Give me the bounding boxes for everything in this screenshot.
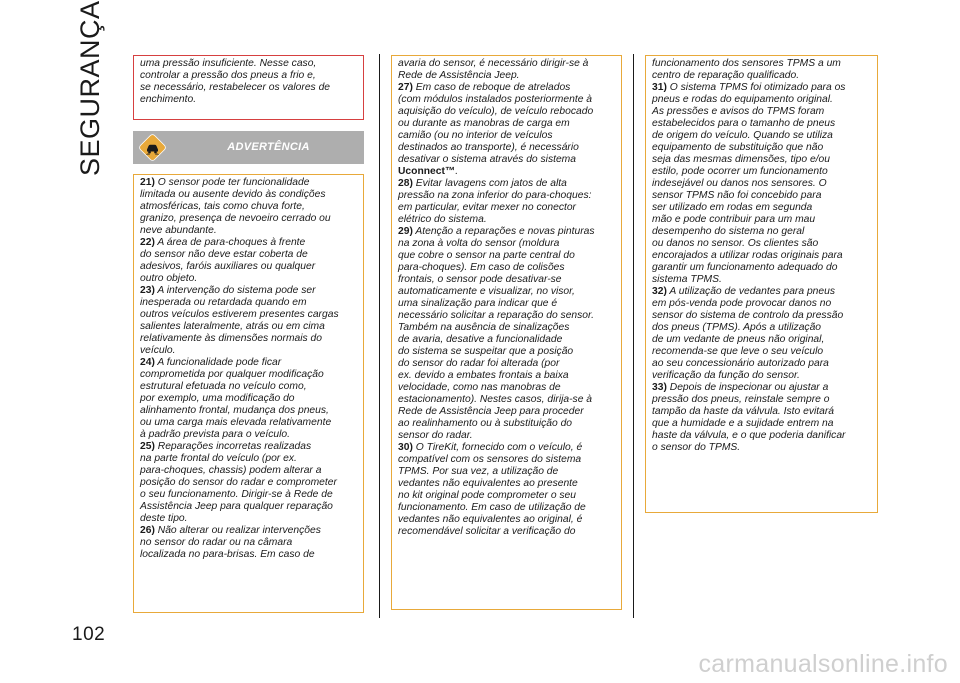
note-text: A funcionalidade pode ficar comprometida por qualquer modificação estrutural efetuada no veículo como, por exemplo, uma modificação do alinhamento frontal, mudança dos pneus, ou uma carga mais elevada relativamente à padrão prevista para o veículo.	[140, 357, 332, 440]
note-text: O sensor pode ter funcionalidade limitada ou ausente devido às condições atmosféricas, tais como chuva forte, granizo, presença de nevoeiro cerrado ou neve abundante.	[140, 177, 331, 236]
note-item	[652, 286, 875, 382]
note-number: 26)	[140, 525, 155, 536]
warning-title: ADVERTÊNCIA	[227, 141, 310, 153]
warning-box-col1	[133, 174, 364, 613]
note-text: Não alterar ou realizar intervenções no sensor do radar ou na câmara localizada no para-brisas. Em caso de	[140, 525, 321, 560]
warning-box-col3	[645, 55, 878, 513]
note-text: A área de para-choques à frente do sensor não deve estar coberta de adesivos, faróis auxiliares ou qualquer outro objeto.	[140, 237, 316, 284]
intro-text: uma pressão insuficiente. Nesse caso, controlar a pressão dos pneus a frio e, se necessário, restabelecer os valores de enchimento.	[140, 58, 331, 105]
note-number: 28)	[398, 178, 413, 189]
note-item	[398, 226, 619, 442]
note-item	[140, 357, 361, 441]
note-tail: .	[455, 166, 459, 177]
note-item	[140, 525, 361, 561]
note-number: 21)	[140, 177, 155, 188]
col3-lead: funcionamento dos sensores TPMS a um centro de reparação qualificado.	[652, 58, 841, 81]
note-number: 32)	[652, 286, 667, 297]
note-text: Atenção a reparações e novas pinturas na zona à volta do sensor (moldura que cobre o sensor na parte central do para-choques). Em caso de colisões frontais, o sensor pode desativar-se automaticamente e visualizar, no visor, uma sinalização para indicar que é necessário solicitar a reparação do sensor. Também na ausência de sinalizações de avaria, desative a funcionalidade do sistema se suspeitar que a posição do sensor do radar foi alterada (por ex. devido a embates frontais a baixa velocidade, como nas manobras de estacionamento). Nestes casos, dirija-se à Rede de Assistência Jeep para proceder ao realinhamento ou à substituição do sensor do radar.	[398, 226, 595, 441]
note-number: 25)	[140, 441, 155, 452]
note-item	[398, 178, 619, 226]
note-number: 29)	[398, 226, 413, 237]
page-number: 102	[72, 624, 106, 645]
note-item	[398, 82, 619, 178]
note-number: 23)	[140, 285, 155, 296]
note-item	[652, 82, 875, 286]
note-number: 22)	[140, 237, 155, 248]
note-text: A utilização de vedantes para pneus em pós-venda pode provocar danos no sensor do sistema de controlo da pressão dos pneus (TPMS). Após a utilização de um vedante de pneus não original, recomenda-se que leve o seu veículo ao seu concessionário autorizado para verificação da função do sensor.	[652, 286, 844, 381]
watermark: carmanualsonline.info	[698, 650, 948, 678]
intro-box	[133, 55, 364, 120]
note-item	[140, 441, 361, 525]
note-text: Evitar lavagens com jatos de alta pressão na zona inferior do para-choques: em particular, evitar mexer no conector elétrico do sistema.	[398, 178, 592, 225]
note-item	[140, 237, 361, 285]
note-text: Em caso de reboque de atrelados (com módulos instalados posteriormente à aquisição do veículo), de veículo rebocado ou durante as manobras de carga em camião (ou no interior de veículos destinados ao transporte), é necessário desativar o sistema através do sistema	[398, 82, 594, 165]
section-title: SEGURANÇA	[75, 0, 105, 176]
note-number: 30)	[398, 442, 413, 453]
column-divider	[633, 54, 634, 618]
note-number: 31)	[652, 82, 667, 93]
note-item	[398, 442, 619, 538]
column-divider	[379, 54, 380, 618]
note-text: O sistema TPMS foi otimizado para os pneus e rodas do equipamento original. As pressões e avisos do TPMS foram estabelecidos para o tamanho de pneus de origem do veículo. Quando se utiliza equipamento de substituição que não seja das mesmas dimensões, tipo e/ou estilo, pode ocorrer um funcionamento indesejável ou danos nos sensores. O sensor TPMS não foi concebido para ser utilizado em rodas em segunda mão e pode contribuir para um mau desempenho do sistema no geral ou danos no sensor. Os clientes são encorajados a utilizar rodas originais para garantir um funcionamento adequado do sistema TPMS.	[652, 82, 846, 285]
note-item	[140, 177, 361, 237]
col1-list	[140, 177, 361, 561]
note-text: O TireKit, fornecido com o veículo, é compatível com os sensores do sistema TPMS. Por sua vez, a utilização de vedantes não equivalentes ao presente no kit original pode comprometer o seu funcionamento. Em caso de utilização de vedantes não equivalentes ao original, é recomendável solicitar a verificação do	[398, 442, 586, 537]
warning-banner	[133, 131, 364, 164]
note-number: 33)	[652, 382, 667, 393]
note-item	[140, 285, 361, 357]
note-number: 24)	[140, 357, 155, 368]
note-bold: Uconnect™	[398, 166, 456, 177]
note-item	[652, 382, 875, 454]
note-text: Reparações incorretas realizadas na parte frontal do veículo (por ex. para-choques, chassis) podem alterar a posição do sensor do radar e comprometer o seu funcionamento. Dirigir-se à Rede de Assistência Jeep para qualquer reparação deste tipo.	[140, 441, 337, 524]
note-text: Depois de inspecionar ou ajustar a pressão dos pneus, reinstale sempre o tampão da haste da válvula. Isto evitará que a humidade e a sujidade entrem na haste da válvula, e o que poderia danificar o sensor do TPMS.	[652, 382, 846, 453]
note-number: 27)	[398, 82, 413, 93]
col2-lead: avaria do sensor, é necessário dirigir-se à Rede de Assistência Jeep.	[398, 58, 589, 81]
warning-box-col2	[391, 55, 622, 610]
note-text: A intervenção do sistema pode ser inesperada ou retardada quando em outros veículos estiverem presentes cargas salientes lateralmente, atrás ou em cima relativamente às dimensões normais do veículo.	[140, 285, 339, 356]
